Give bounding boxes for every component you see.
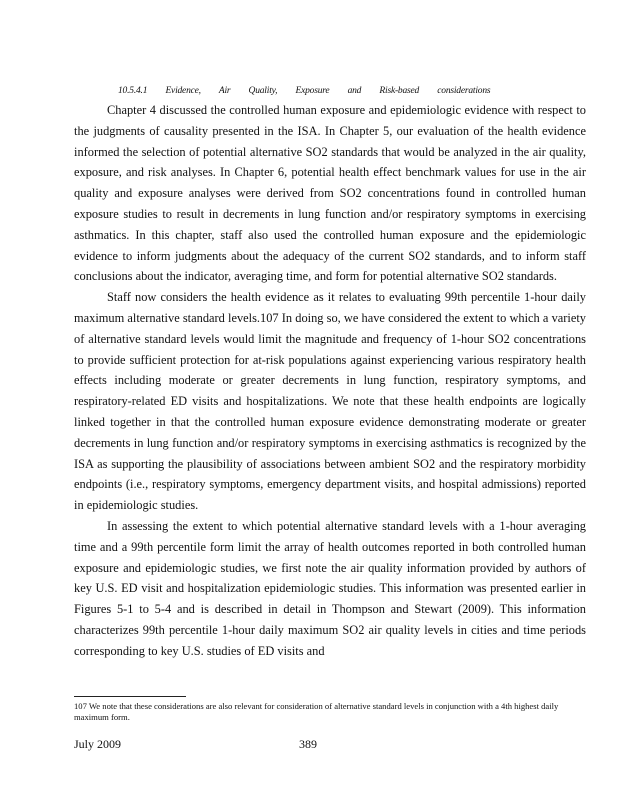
- paragraph-1: Chapter 4 discussed the controlled human exposure and epidemiologic evidence with respect to the judgments of causality presented in the ISA. In Chapter 5, our evaluation of the health evidence informed the selection of potential alternative SO2 standards that would be analyzed in the air quality, exposure, and risk analyses. In Chapter 6, potential health effect benchmark values for use in the air quality and exposure analyses were derived from SO2 concentrations found in controlled human exposure studies to result in decrements in lung function and/or respiratory symptoms in exercising asthmatics. In this chapter, staff also used the controlled human exposure and the epidemiologic evidence to inform judgments about the adequacy of the current SO2 standards, and to inform staff conclusions about the indicator, averaging time, and form for potential alternative SO2 standards.: [74, 103, 586, 284]
- page-number: 389: [299, 737, 317, 751]
- footnote-rule: [74, 696, 186, 697]
- paragraph-3: In assessing the extent to which potential alternative standard levels with a 1-hour averaging time and a 99th percentile form limit the array of health outcomes reported in both controlled human exposure and epidemiologic studies, we first note the air quality information provided by authors of key U.S. ED visit and hospitalization epidemiologic studies. This information was presented earlier in Figures 5-1 to 5-4 and is described in detail in Thompson and Stewart (2009). This information characterizes 99th percentile 1-hour daily maximum SO2 air quality levels in cities and time periods corresponding to key U.S. studies of ED visits and: [74, 518, 586, 658]
- footer-date: July 2009: [74, 737, 122, 751]
- body-text: [74, 100, 586, 662]
- paragraph-2: Staff now considers the health evidence as it relates to evaluating 99th percentile 1-hour daily maximum alternative standard levels.107 In doing so, we have considered the extent to which a variety of alternative standard levels would limit the magnitude and frequency of 1-hour SO2 concentrations to provide sufficient protection for at-risk populations against experiencing various respiratory health effects including moderate or greater decrements in lung function, respiratory symptoms, and respiratory-related ED visits and hospitalizations. We note that these health endpoints are logically linked together in that the controlled human exposure evidence demonstrating moderate or greater decrements in lung function and/or respiratory symptoms in exercising asthmatics is recognized by the ISA as supporting the plausibility of associations between ambient SO2 and the respiratory morbidity endpoints (i.e., respiratory symptoms, emergency department visits, and hospital admissions) reported in epidemiologic studies.: [74, 290, 586, 513]
- section-heading: 10.5.4.1 Evidence, Air Quality, Exposure and Risk-based considerations: [118, 86, 491, 96]
- footnote: 107 We note that these considerations are also relevant for consideration of alternative standard levels in conjunction with a 4th highest daily maximum form.: [74, 701, 559, 722]
